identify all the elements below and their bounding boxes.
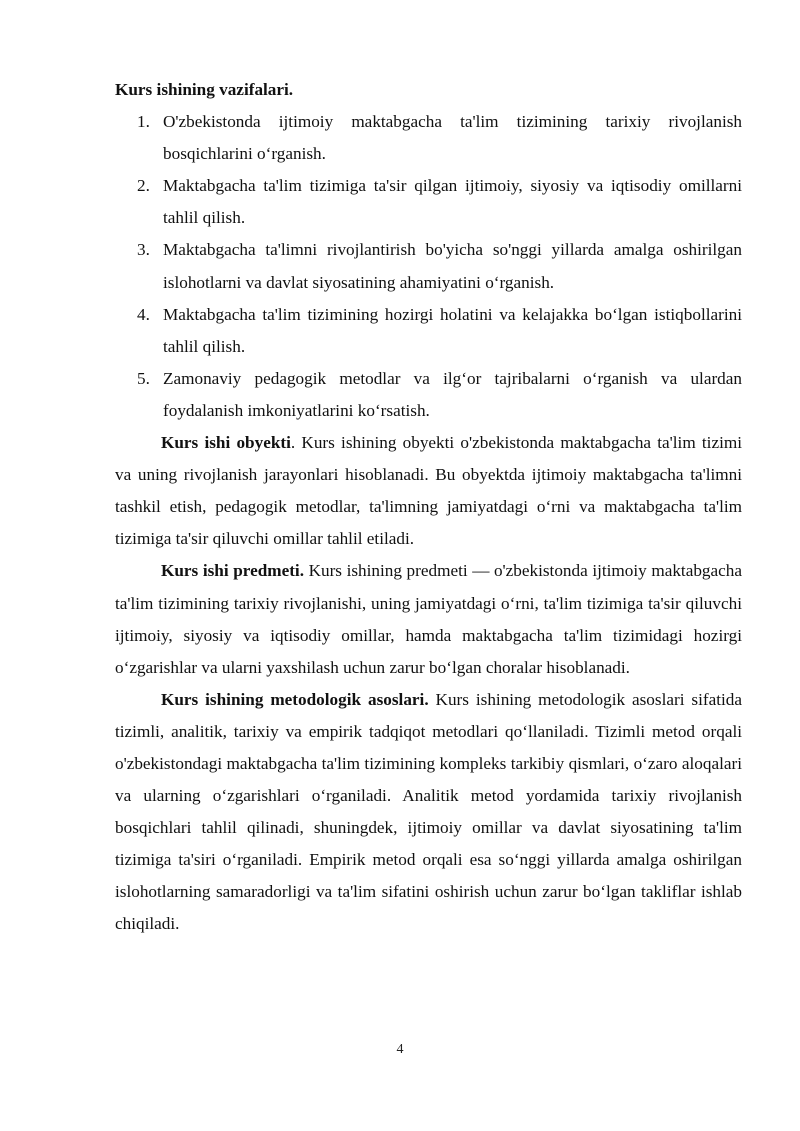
- list-item-number: 1.: [137, 112, 150, 132]
- list-item-number: 2.: [137, 176, 150, 196]
- list-item-text: Zamonaviy pedagogik metodlar va ilg‘or tajribalarni o‘rganish va ulardan foydalanish imkoniyatlarini ko‘rsatish.: [163, 368, 742, 420]
- list-item-number: 5.: [137, 368, 150, 388]
- list-item-text: Maktabgacha ta'lim tizimiga ta'sir qilgan ijtimoiy, siyosiy va iqtisodiy omillarni tahlil qilish.: [163, 176, 742, 228]
- paragraph-text: Kurs ishining metodologik asoslari sifatida tizimli, analitik, tarixiy va empirik tadqiqot metodlari qo‘llaniladi. Tizimli metod orqali o'zbekistondagi maktabgacha ta'lim tizimining kompleks tarkibiy qismlari, o‘zaro aloqalari va ularning o‘zgarishlari o‘rganiladi. Analitik metod yordamida tarixiy rivojlanish bosqichlari tahlil qilinadi, shuningdek, ijtimoiy omillar va davlat siyosatining ta'lim tizimiga ta'siri o‘rganiladi. Empirik metod orqali esa so‘nggi yillarda amalga oshirilgan islohotlarning samaradorligi va ta'lim sifatini oshirish uchun zarur bo‘lgan takliflar ishlab chiqiladi.: [115, 689, 742, 934]
- page-number: 4: [396, 1042, 404, 1057]
- list-item-number: 4.: [137, 304, 150, 324]
- paragraph-lead: Kurs ishi predmeti.: [161, 561, 304, 581]
- page-content: [115, 74, 742, 941]
- list-item: [115, 363, 742, 427]
- list-item-number: 3.: [137, 240, 150, 260]
- list-item-text: O'zbekistonda ijtimoiy maktabgacha ta'lim tizimining tarixiy rivojlanish bosqichlarini o‘rganish.: [163, 112, 742, 164]
- paragraph-lead: Kurs ishining metodologik asoslari.: [161, 689, 429, 709]
- list-item: [115, 299, 742, 363]
- list-item: [115, 170, 742, 234]
- paragraph-methodology: [115, 684, 742, 941]
- section-heading: Kurs ishining vazifalari.: [115, 80, 294, 99]
- paragraph-lead: Kurs ishi obyekti: [161, 433, 291, 453]
- list-item: [115, 106, 742, 170]
- paragraph-object: [115, 427, 742, 555]
- task-list: [115, 106, 742, 427]
- paragraph-text: Kurs ishining predmeti — o'zbekistonda ijtimoiy maktabgacha ta'lim tizimining tarixiy rivojlanishi, uning jamiyatdagi o‘rni, ta'lim tizimiga ta'sir qiluvchi ijtimoiy, siyosiy va iqtisodiy omillar, hamda maktabgacha ta'lim tizimidagi hozirgi o‘zgarishlar va ularni yaxshilash uchun zarur bo‘lgan choralar hisoblanadi.: [115, 561, 742, 677]
- paragraph-subject: [115, 555, 742, 683]
- paragraph-text: . Kurs ishining obyekti o'zbekistonda maktabgacha ta'lim tizimi va uning rivojlanish jarayonlari hisoblanadi. Bu obyektda ijtimoiy maktabgacha ta'limni tashkil etish, pedagogik metodlar, ta'limning jamiyatdagi o‘rni va maktabgacha ta'lim tizimiga ta'sir qiluvchi omillar tahlil etiladi.: [115, 433, 743, 549]
- list-item-text: Maktabgacha ta'lim tizimining hozirgi holatini va kelajakka bo‘lgan istiqbollarini tahlil qilish.: [163, 304, 742, 356]
- list-item-text: Maktabgacha ta'limni rivojlantirish bo'yicha so'nggi yillarda amalga oshirilgan islohotlarni va davlat siyosatining ahamiyatini o‘rganish.: [163, 240, 742, 292]
- list-item: [115, 234, 742, 298]
